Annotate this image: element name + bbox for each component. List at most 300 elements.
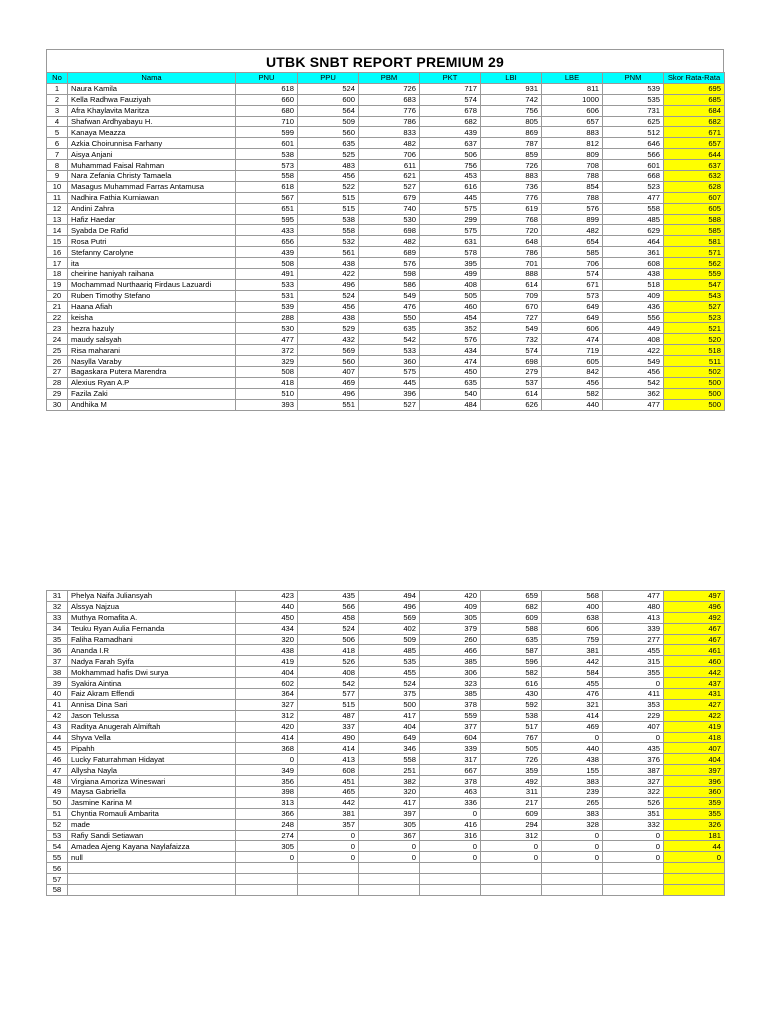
cell-lbe: 383 (542, 808, 603, 819)
cell-pnm: 351 (603, 808, 664, 819)
cell-skor-rata-rata: 588 (664, 214, 725, 225)
cell-skor-rata-rata: 571 (664, 247, 725, 258)
cell-pbm: 360 (359, 356, 420, 367)
cell-ppu: 608 (298, 765, 359, 776)
cell-nama: Haana Afiah (68, 301, 236, 312)
cell-nama: keisha (68, 312, 236, 323)
cell-nama: Virgiana Amoriza Wineswari (68, 776, 236, 787)
table-row (47, 301, 725, 312)
cell-pnu (236, 885, 298, 896)
cell-skor-rata-rata: 355 (664, 808, 725, 819)
cell-pnu: 420 (236, 721, 298, 732)
cell-no: 47 (47, 765, 68, 776)
cell-pnm: 477 (603, 399, 664, 410)
cell-pbm (359, 874, 420, 885)
cell-lbe: 576 (542, 203, 603, 214)
cell-ppu: 451 (298, 776, 359, 787)
cell-no: 46 (47, 754, 68, 765)
cell-pbm: 367 (359, 830, 420, 841)
cell-pbm: 527 (359, 399, 420, 410)
cell-pkt: 416 (420, 819, 481, 830)
cell-pnu: 680 (236, 105, 298, 116)
cell-lbe: 606 (542, 323, 603, 334)
cell-pkt: 540 (420, 388, 481, 399)
cell-skor-rata-rata: 547 (664, 279, 725, 290)
cell-skor-rata-rata: 422 (664, 710, 725, 721)
cell-pbm: 549 (359, 290, 420, 301)
cell-no: 15 (47, 236, 68, 247)
cell-no: 10 (47, 181, 68, 192)
cell-no: 36 (47, 645, 68, 656)
cell-nama: Rafiy Sandi Setiawan (68, 830, 236, 841)
cell-no: 7 (47, 149, 68, 160)
cell-skor-rata-rata: 467 (664, 623, 725, 634)
cell-pkt: 667 (420, 765, 481, 776)
cell-nama: Muthya Romafita A. (68, 612, 236, 623)
cell-pnu: 660 (236, 94, 298, 105)
cell-lbe: 438 (542, 754, 603, 765)
cell-skor-rata-rata: 500 (664, 399, 725, 410)
table-row (47, 765, 725, 776)
cell-pbm: 0 (359, 841, 420, 852)
cell-pbm: 621 (359, 171, 420, 182)
cell-skor-rata-rata: 632 (664, 171, 725, 182)
cell-pkt: 484 (420, 399, 481, 410)
cell-pkt: 299 (420, 214, 481, 225)
cell-pkt: 474 (420, 356, 481, 367)
cell-skor-rata-rata: 460 (664, 656, 725, 667)
cell-ppu: 524 (298, 83, 359, 94)
cell-ppu: 465 (298, 787, 359, 798)
cell-pnu: 573 (236, 160, 298, 171)
table-row (47, 874, 725, 885)
cell-pbm: 445 (359, 377, 420, 388)
cell-nama: Mokhammad hafis Dwi surya (68, 667, 236, 678)
cell-pnu: 418 (236, 377, 298, 388)
cell-pbm: 455 (359, 667, 420, 678)
cell-lbe: 582 (542, 388, 603, 399)
cell-pnm: 556 (603, 312, 664, 323)
cell-skor-rata-rata (664, 863, 725, 874)
cell-pnm: 480 (603, 601, 664, 612)
cell-nama: hezra hazuly (68, 323, 236, 334)
cell-no: 4 (47, 116, 68, 127)
cell-no: 24 (47, 334, 68, 345)
cell-pnu: 313 (236, 797, 298, 808)
cell-pnu: 491 (236, 269, 298, 280)
cell-ppu: 408 (298, 667, 359, 678)
cell-pnm: 327 (603, 776, 664, 787)
header-pbm: PBM (359, 73, 420, 84)
cell-lbe: 854 (542, 181, 603, 192)
cell-no: 18 (47, 269, 68, 280)
cell-pkt: 575 (420, 203, 481, 214)
table-row (47, 345, 725, 356)
cell-no: 37 (47, 656, 68, 667)
cell-lbe (542, 874, 603, 885)
cell-lbe: 482 (542, 225, 603, 236)
cell-no: 11 (47, 192, 68, 203)
cell-pkt: 0 (420, 808, 481, 819)
cell-pnm: 485 (603, 214, 664, 225)
cell-ppu: 600 (298, 94, 359, 105)
cell-no: 51 (47, 808, 68, 819)
cell-pbm: 649 (359, 732, 420, 743)
cell-lbi: 582 (481, 667, 542, 678)
cell-pbm: 833 (359, 127, 420, 138)
cell-pnu: 364 (236, 689, 298, 700)
cell-pnu: 539 (236, 301, 298, 312)
cell-no: 34 (47, 623, 68, 634)
cell-nama: Fazila Zaki (68, 388, 236, 399)
cell-pbm: 586 (359, 279, 420, 290)
cell-pkt: 499 (420, 269, 481, 280)
cell-pnm: 0 (603, 678, 664, 689)
table-row (47, 830, 725, 841)
cell-pkt: 0 (420, 841, 481, 852)
cell-pnu: 477 (236, 334, 298, 345)
cell-skor-rata-rata: 605 (664, 203, 725, 214)
cell-pkt: 578 (420, 247, 481, 258)
cell-no: 56 (47, 863, 68, 874)
cell-pnu: 510 (236, 388, 298, 399)
cell-no: 57 (47, 874, 68, 885)
cell-skor-rata-rata: 523 (664, 312, 725, 323)
cell-pnu (236, 874, 298, 885)
cell-pbm: 320 (359, 787, 420, 798)
cell-nama: Andini Zahra (68, 203, 236, 214)
cell-lbi (481, 863, 542, 874)
table-row (47, 399, 725, 410)
cell-skor-rata-rata: 397 (664, 765, 725, 776)
cell-pnu: 404 (236, 667, 298, 678)
cell-ppu: 529 (298, 323, 359, 334)
cell-pnu: 368 (236, 743, 298, 754)
cell-nama: Nadhira Fathia Kurniawan (68, 192, 236, 203)
table-row (47, 388, 725, 399)
cell-lbi: 736 (481, 181, 542, 192)
cell-nama: Naura Kamila (68, 83, 236, 94)
cell-pnu: 595 (236, 214, 298, 225)
table-row (47, 181, 725, 192)
cell-pnu: 312 (236, 710, 298, 721)
cell-pkt: 635 (420, 377, 481, 388)
cell-pnu: 601 (236, 138, 298, 149)
cell-ppu: 558 (298, 225, 359, 236)
cell-ppu: 435 (298, 591, 359, 602)
cell-ppu: 515 (298, 699, 359, 710)
cell-ppu: 577 (298, 689, 359, 700)
cell-ppu: 532 (298, 236, 359, 247)
cell-lbe: 400 (542, 601, 603, 612)
cell-lbi: 726 (481, 754, 542, 765)
cell-nama: Andhika M (68, 399, 236, 410)
cell-lbi: 312 (481, 830, 542, 841)
cell-lbe: 265 (542, 797, 603, 808)
table-row (47, 678, 725, 689)
cell-pnm: 456 (603, 367, 664, 378)
cell-ppu: 509 (298, 116, 359, 127)
cell-pkt (420, 874, 481, 885)
cell-nama: Nasylla Varaby (68, 356, 236, 367)
cell-pkt: 574 (420, 94, 481, 105)
cell-lbi: 616 (481, 678, 542, 689)
cell-pbm: 494 (359, 591, 420, 602)
cell-pbm: 402 (359, 623, 420, 634)
cell-pnu: 248 (236, 819, 298, 830)
cell-pkt: 631 (420, 236, 481, 247)
cell-pbm: 375 (359, 689, 420, 700)
cell-lbe: 606 (542, 623, 603, 634)
cell-skor-rata-rata (664, 874, 725, 885)
cell-pnu: 439 (236, 247, 298, 258)
cell-nama: Stefanny Carolyne (68, 247, 236, 258)
cell-skor-rata-rata: 511 (664, 356, 725, 367)
cell-pkt: 420 (420, 591, 481, 602)
cell-lbe: 584 (542, 667, 603, 678)
cell-pkt: 616 (420, 181, 481, 192)
table-row (47, 863, 725, 874)
cell-pkt: 604 (420, 732, 481, 743)
cell-skor-rata-rata: 404 (664, 754, 725, 765)
cell-ppu: 337 (298, 721, 359, 732)
cell-pnm: 435 (603, 743, 664, 754)
cell-pnu: 356 (236, 776, 298, 787)
table-row (47, 225, 725, 236)
table-row (47, 819, 725, 830)
cell-no: 3 (47, 105, 68, 116)
cell-no: 31 (47, 591, 68, 602)
score-table-part-2 (46, 590, 725, 896)
cell-nama: Faiz Akram Effendi (68, 689, 236, 700)
cell-no: 44 (47, 732, 68, 743)
cell-lbe: 809 (542, 149, 603, 160)
cell-pbm (359, 885, 420, 896)
cell-pbm: 396 (359, 388, 420, 399)
cell-no: 58 (47, 885, 68, 896)
cell-nama: Amadea Ajeng Kayana Naylafaizza (68, 841, 236, 852)
cell-ppu: 522 (298, 181, 359, 192)
cell-pnu: 305 (236, 841, 298, 852)
table-row (47, 787, 725, 798)
cell-pbm: 726 (359, 83, 420, 94)
cell-pnu: 618 (236, 181, 298, 192)
cell-nama (68, 885, 236, 896)
cell-lbe: 605 (542, 356, 603, 367)
cell-ppu: 496 (298, 279, 359, 290)
cell-pkt (420, 885, 481, 896)
cell-nama (68, 863, 236, 874)
cell-pkt: 466 (420, 645, 481, 656)
cell-no: 13 (47, 214, 68, 225)
cell-lbi: 517 (481, 721, 542, 732)
cell-skor-rata-rata: 581 (664, 236, 725, 247)
cell-pkt: 682 (420, 116, 481, 127)
cell-lbe: 899 (542, 214, 603, 225)
cell-pkt: 0 (420, 852, 481, 863)
cell-skor-rata-rata: 527 (664, 301, 725, 312)
cell-pkt: 323 (420, 678, 481, 689)
cell-no: 53 (47, 830, 68, 841)
cell-skor-rata-rata: 442 (664, 667, 725, 678)
cell-no: 48 (47, 776, 68, 787)
cell-ppu: 525 (298, 149, 359, 160)
cell-lbi (481, 874, 542, 885)
cell-ppu: 0 (298, 830, 359, 841)
cell-pkt: 506 (420, 149, 481, 160)
cell-skor-rata-rata (664, 885, 725, 896)
cell-pbm: 569 (359, 612, 420, 623)
cell-pbm: 698 (359, 225, 420, 236)
cell-pnm: 0 (603, 830, 664, 841)
cell-no: 25 (47, 345, 68, 356)
table-row (47, 356, 725, 367)
table-row (47, 171, 725, 182)
cell-lbi: 720 (481, 225, 542, 236)
cell-pbm: 611 (359, 160, 420, 171)
cell-nama: Ruben Timothy Stefano (68, 290, 236, 301)
cell-lbi: 787 (481, 138, 542, 149)
cell-skor-rata-rata: 181 (664, 830, 725, 841)
cell-pbm: 482 (359, 138, 420, 149)
cell-nama: cheirine haniyah raihana (68, 269, 236, 280)
cell-pkt: 460 (420, 301, 481, 312)
cell-skor-rata-rata: 0 (664, 852, 725, 863)
cell-pbm: 786 (359, 116, 420, 127)
cell-no: 12 (47, 203, 68, 214)
cell-lbe: 812 (542, 138, 603, 149)
cell-pnm: 407 (603, 721, 664, 732)
cell-skor-rata-rata: 326 (664, 819, 725, 830)
cell-skor-rata-rata: 543 (664, 290, 725, 301)
cell-no: 49 (47, 787, 68, 798)
cell-pbm: 251 (359, 765, 420, 776)
cell-pkt: 445 (420, 192, 481, 203)
table-row (47, 203, 725, 214)
cell-ppu: 560 (298, 127, 359, 138)
table-row (47, 290, 725, 301)
cell-pnm: 668 (603, 171, 664, 182)
cell-pbm: 382 (359, 776, 420, 787)
cell-nama: Azkia Choirunnisa Farhany (68, 138, 236, 149)
cell-lbi: 279 (481, 367, 542, 378)
table-row (47, 116, 725, 127)
cell-no: 27 (47, 367, 68, 378)
cell-nama: Faliha Ramadhani (68, 634, 236, 645)
table-row (47, 236, 725, 247)
cell-lbe: 649 (542, 312, 603, 323)
cell-lbi: 587 (481, 645, 542, 656)
cell-lbi: 869 (481, 127, 542, 138)
cell-nama: Masagus Muhammad Farras Antamusa (68, 181, 236, 192)
cell-skor-rata-rata: 492 (664, 612, 725, 623)
cell-pkt: 678 (420, 105, 481, 116)
table-row (47, 885, 725, 896)
table-row (47, 808, 725, 819)
cell-nama: Shyva Vella (68, 732, 236, 743)
cell-pbm: 635 (359, 323, 420, 334)
cell-pbm: 558 (359, 754, 420, 765)
cell-no: 6 (47, 138, 68, 149)
cell-lbi: 609 (481, 612, 542, 623)
cell-lbi (481, 885, 542, 896)
table-row (47, 367, 725, 378)
cell-no: 28 (47, 377, 68, 388)
cell-lbi: 659 (481, 591, 542, 602)
cell-lbi: 505 (481, 743, 542, 754)
cell-lbi: 574 (481, 345, 542, 356)
cell-no: 35 (47, 634, 68, 645)
cell-lbi: 709 (481, 290, 542, 301)
cell-pkt: 305 (420, 612, 481, 623)
cell-pbm: 576 (359, 258, 420, 269)
cell-ppu (298, 863, 359, 874)
cell-nama: Alexius Ryan A.P (68, 377, 236, 388)
cell-pnm: 455 (603, 645, 664, 656)
cell-pnu: 618 (236, 83, 298, 94)
cell-pkt: 385 (420, 656, 481, 667)
table-row (47, 776, 725, 787)
header-skor-rata-rata: Skor Rata-Rata (664, 73, 725, 84)
cell-skor-rata-rata: 500 (664, 388, 725, 399)
cell-pnu: 656 (236, 236, 298, 247)
cell-lbi: 742 (481, 94, 542, 105)
cell-nama: ita (68, 258, 236, 269)
header-lbe: LBE (542, 73, 603, 84)
cell-lbi: 732 (481, 334, 542, 345)
cell-ppu: 381 (298, 808, 359, 819)
cell-pnm: 608 (603, 258, 664, 269)
cell-skor-rata-rata: 607 (664, 192, 725, 203)
cell-pnu: 531 (236, 290, 298, 301)
cell-no: 8 (47, 160, 68, 171)
cell-pnu: 414 (236, 732, 298, 743)
cell-nama: Syabda De Rafid (68, 225, 236, 236)
cell-pkt: 559 (420, 710, 481, 721)
cell-lbe: 706 (542, 258, 603, 269)
cell-skor-rata-rata: 407 (664, 743, 725, 754)
cell-lbi: 0 (481, 852, 542, 863)
header-no: No (47, 73, 68, 84)
cell-skor-rata-rata: 467 (664, 634, 725, 645)
header-ppu: PPU (298, 73, 359, 84)
cell-pbm: 776 (359, 105, 420, 116)
cell-nama: Hafiz Haedar (68, 214, 236, 225)
cell-pkt: 306 (420, 667, 481, 678)
cell-lbe: 155 (542, 765, 603, 776)
cell-nama: Annisa Dina Sari (68, 699, 236, 710)
cell-pbm: 397 (359, 808, 420, 819)
cell-no: 17 (47, 258, 68, 269)
cell-pnu: 393 (236, 399, 298, 410)
cell-skor-rata-rata: 419 (664, 721, 725, 732)
cell-pkt: 453 (420, 171, 481, 182)
cell-lbe: 883 (542, 127, 603, 138)
cell-skor-rata-rata: 637 (664, 160, 725, 171)
table-row (47, 269, 725, 280)
cell-no: 30 (47, 399, 68, 410)
cell-lbe: 328 (542, 819, 603, 830)
cell-skor-rata-rata: 559 (664, 269, 725, 280)
cell-lbi: 537 (481, 377, 542, 388)
cell-no: 54 (47, 841, 68, 852)
cell-ppu: 569 (298, 345, 359, 356)
table-row (47, 754, 725, 765)
cell-pnm: 339 (603, 623, 664, 634)
cell-pnm: 0 (603, 852, 664, 863)
cell-skor-rata-rata: 521 (664, 323, 725, 334)
cell-pbm: 346 (359, 743, 420, 754)
